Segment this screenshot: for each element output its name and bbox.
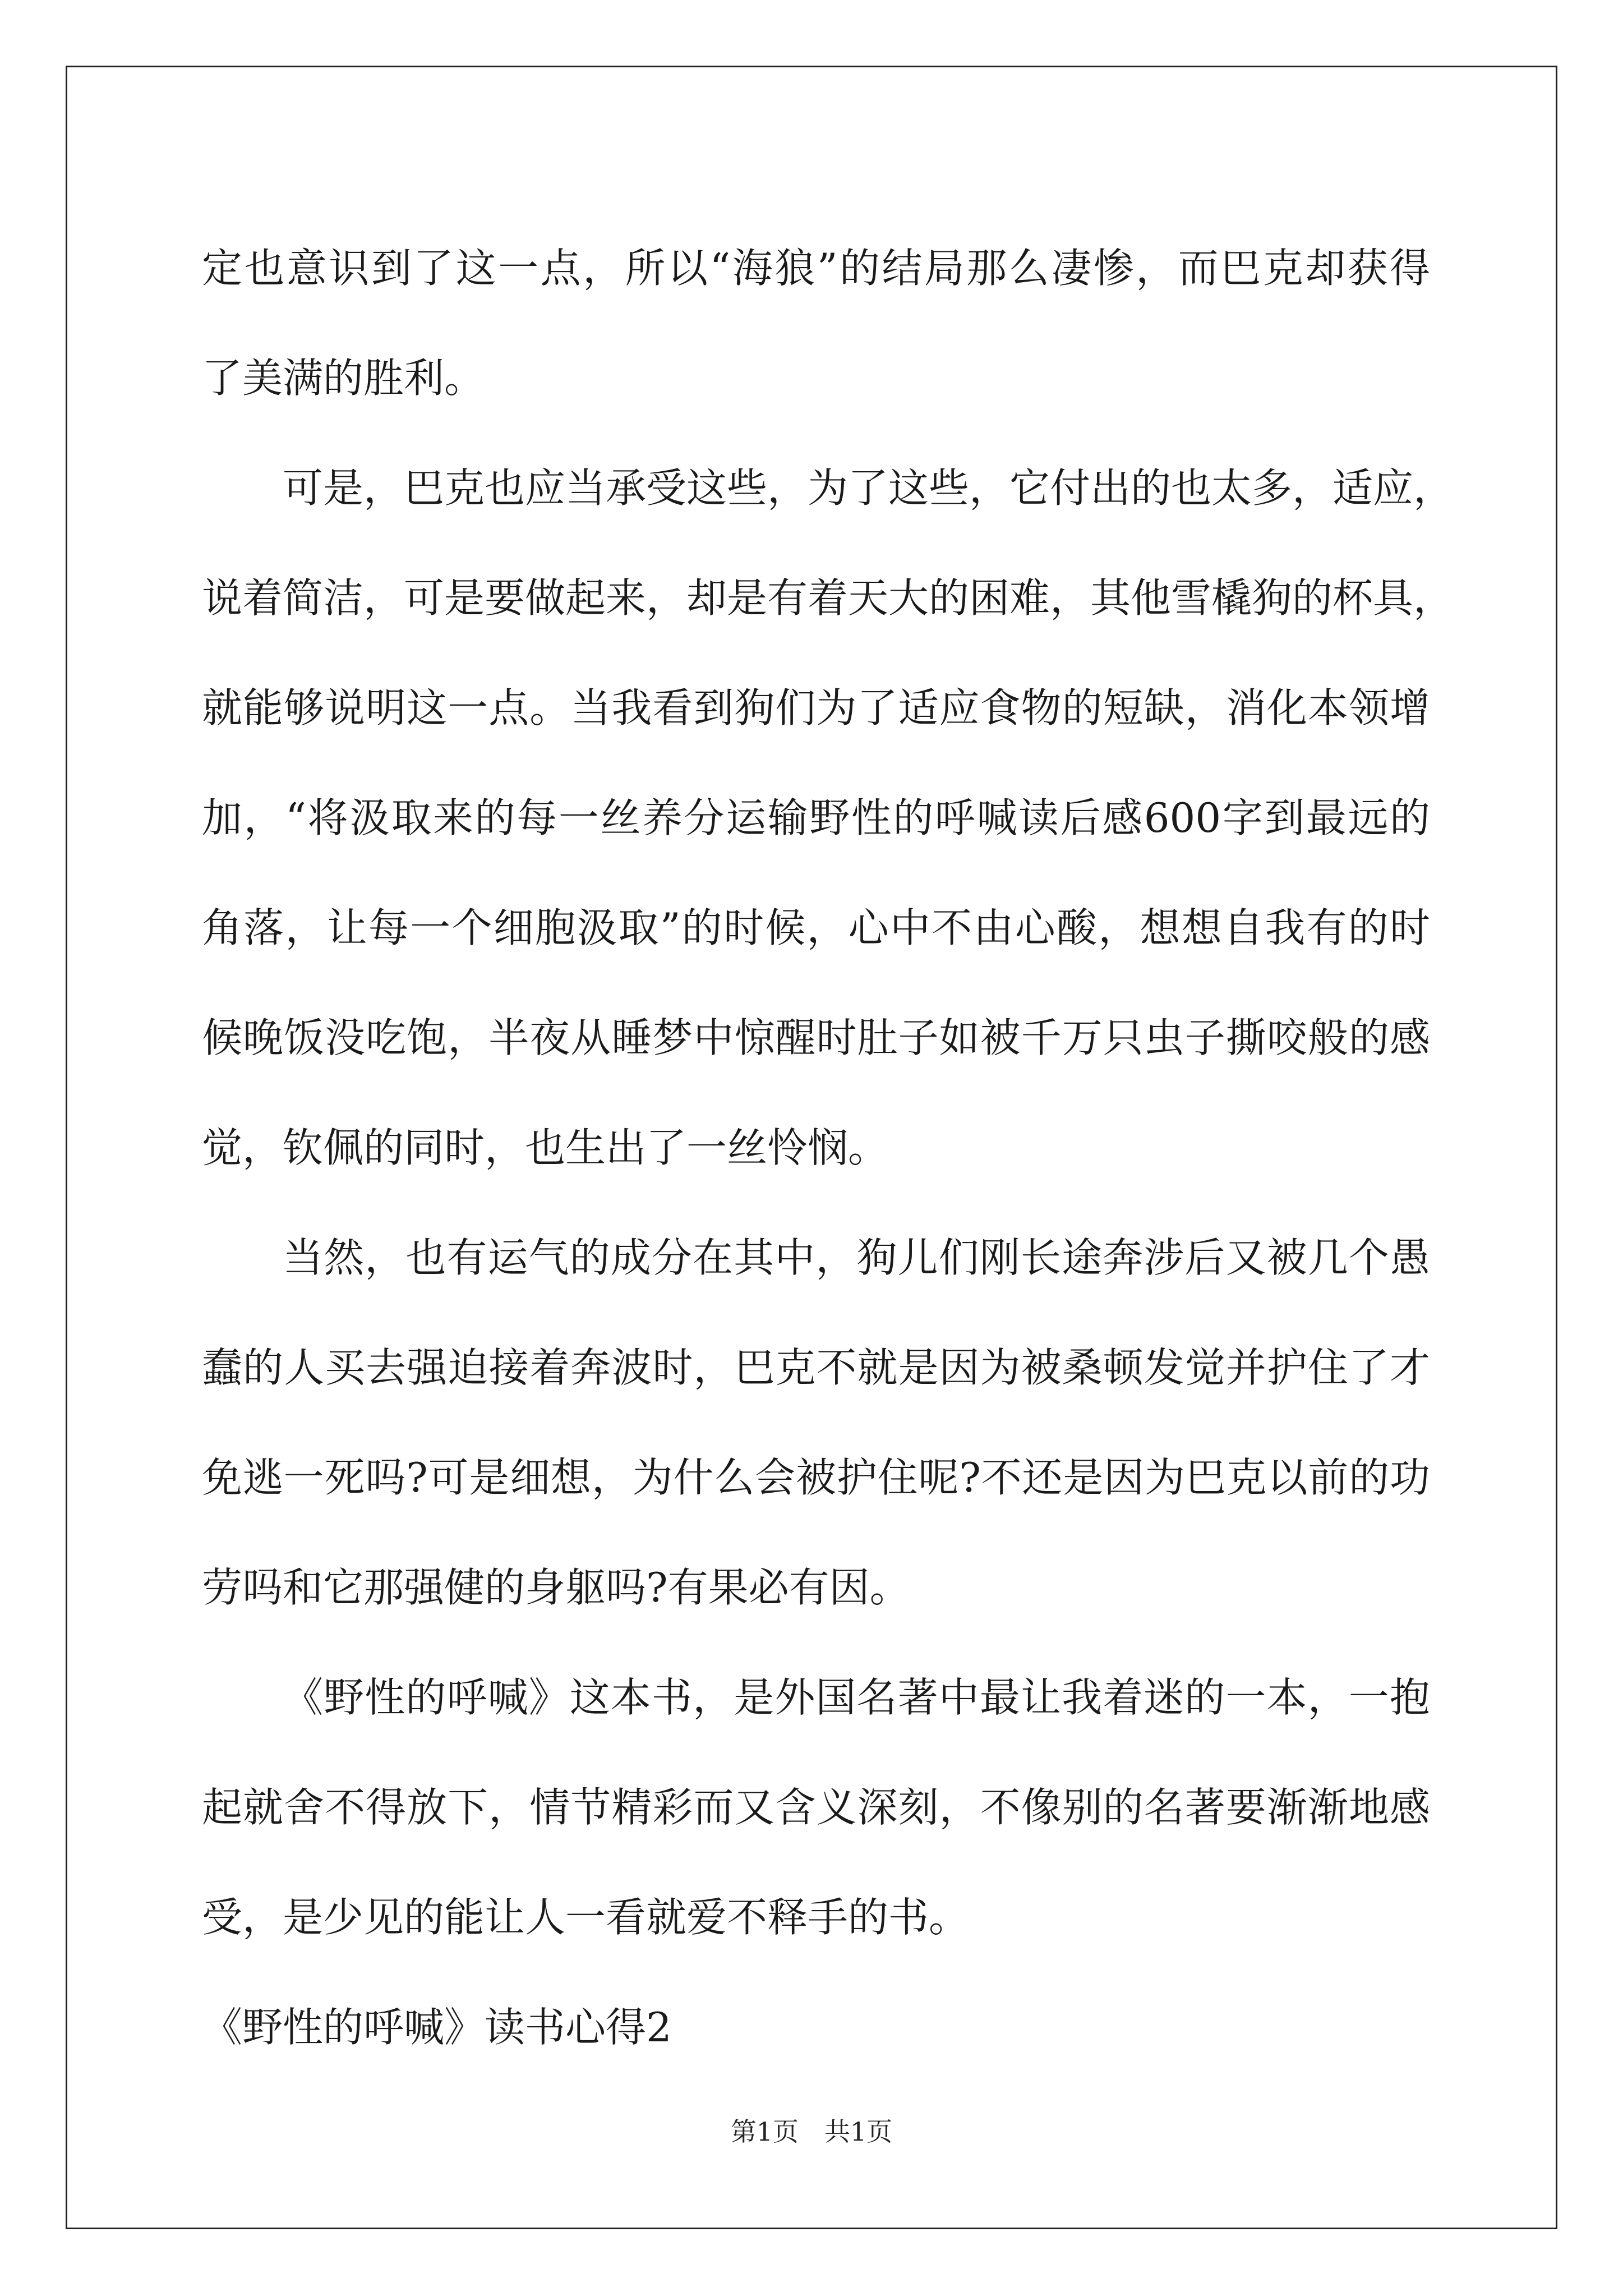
paragraph-1 (202, 213, 1430, 433)
text-line: 《野性的呼喊》这本书，是外国名著中最让我着迷的一本，一抱 (283, 1674, 1430, 1721)
paragraph-3 (202, 1203, 1430, 1642)
text-line: 当然，也有运气的成分在其中，狗儿们刚长途奔涉后又被几个愚 (283, 1234, 1430, 1281)
page-footer: 第1页 共1页 (730, 2116, 893, 2147)
paragraph-4 (202, 1642, 1430, 1972)
text-line: 受，是少见的能让人一看就爱不释手的书。 (202, 1894, 970, 1941)
text-line: 了美满的胜利。 (202, 355, 485, 402)
text-line: 起就舍不得放下，情节精彩而又含义深刻，不像别的名著要渐渐地感 (202, 1784, 1430, 1831)
text-line: 觉，钦佩的同时，也生出了一丝怜悯。 (202, 1124, 889, 1171)
paragraph-2 (202, 433, 1454, 1203)
text-line: 免逃一死吗?可是细想，为什么会被护住呢?不还是因为巴克以前的功 (202, 1454, 1430, 1501)
text-line: 就能够说明这一点。当我看到狗们为了适应食物的短缺，消化本领增 (202, 684, 1430, 731)
text-line: 定也意识到了这一点，所以“海狼”的结局那么凄惨，而巴克却获得 (202, 245, 1430, 292)
document-body (202, 213, 1454, 2082)
text-line: 加，“将汲取来的每一丝养分运输野性的呼喊读后感600字到最远的 (202, 794, 1430, 841)
text-line: 可是，巴克也应当承受这些，为了这些，它付出的也太多，适应， (283, 464, 1454, 512)
text-line: 说着简洁，可是要做起来，却是有着天大的困难，其他雪橇狗的杯具， (202, 574, 1454, 622)
text-line: 蠢的人买去强迫接着奔波时，巴克不就是因为被桑顿发觉并护住了才 (202, 1344, 1430, 1391)
text-line: 劳吗和它那强健的身躯吗?有果必有因。 (202, 1564, 910, 1611)
section-heading: 《野性的呼喊》读书心得2 (202, 2004, 672, 2051)
text-line: 角落，让每一个细胞汲取”的时候，心中不由心酸，想想自我有的时 (202, 904, 1430, 951)
text-line: 候晚饭没吃饱，半夜从睡梦中惊醒时肚子如被千万只虫子撕咬般的感 (202, 1014, 1430, 1061)
